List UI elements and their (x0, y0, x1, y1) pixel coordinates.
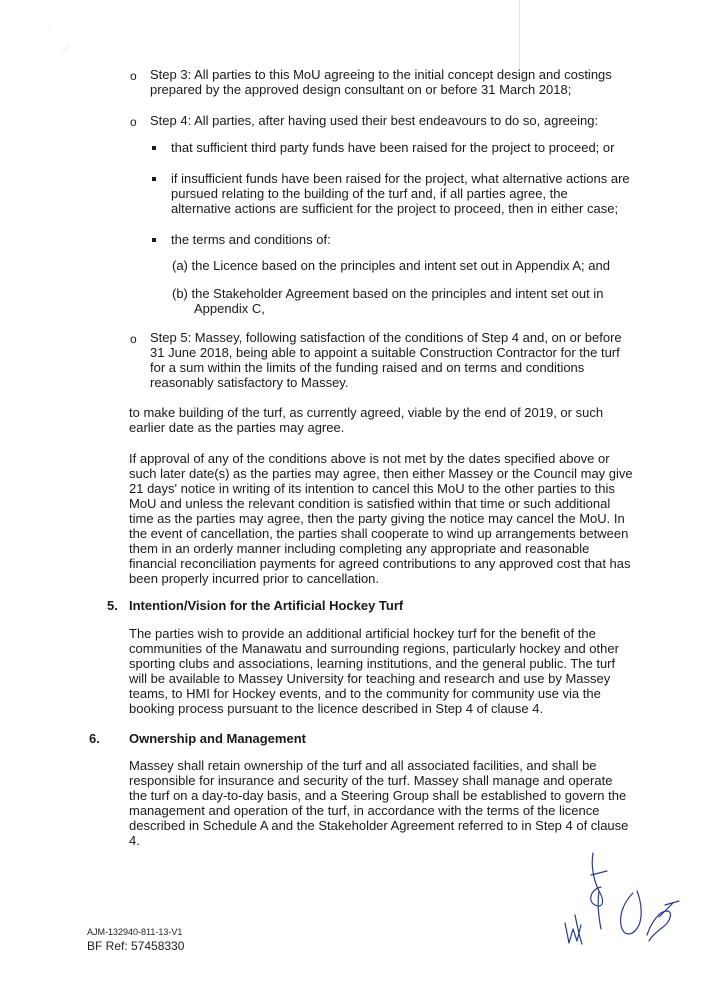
sub-item-a: (a) the Licence based on the principles and intent set out in Appendix A; and (172, 258, 610, 273)
section-5-title: Intention/Vision for the Artificial Hockey Turf (129, 598, 404, 613)
section-6-title: Ownership and Management (129, 731, 306, 746)
scan-speck: · (48, 22, 50, 28)
list-bullet-circle: o (130, 69, 137, 83)
section-5-number: 5. (107, 598, 118, 613)
scan-speck: · ,' (62, 46, 69, 52)
page-edge-line (519, 0, 520, 70)
list-bullet-square (152, 177, 156, 181)
step-4-bullet-1: that sufficient third party funds have been raised for the project to proceed; or (171, 140, 615, 155)
step-4-bullet-2: if insufficient funds have been raised for the project, what alternative actions are pursued relating to the building of the turf and, if all parties agree, the alternative actions are sufficient for the project to proceed, then in either case; (171, 171, 630, 216)
section-6-number: 6. (89, 731, 100, 746)
list-bullet-circle: o (130, 332, 137, 346)
paragraph-approval: If approval of any of the conditions above is not met by the dates specified above or such later date(s) as the parties may agree, then either Massey or the Council may give 21 days' notice in writing of its intention to cancel this MoU to the other parties to this MoU and unless the relevant condition is satisfied within that time or such additional time as the parties may agree, then the party giving the notice may cancel the MoU. In the event of cancellation, the parties shall cooperate to wind up arrangements between them in an orderly manner including completing any appropriate and reasonable financial reconciliation payments for agreed contributions to any approved cost that has been properly incurred prior to cancellation. (129, 451, 633, 586)
list-bullet-square (152, 238, 156, 242)
document-reference: AJM-132940-811-13-V1 (87, 927, 183, 937)
sub-item-b: (b) the Stakeholder Agreement based on the principles and intent set out in Appendix C, (172, 286, 604, 316)
step-3-text: Step 3: All parties to this MoU agreeing to the initial concept design and costings prepared by the approved design consultant on or before 31 March 2018; (150, 67, 612, 97)
list-bullet-square (152, 146, 156, 150)
section-6-body: Massey shall retain ownership of the turf and all associated facilities, and shall be responsible for insurance and security of the turf. Massey shall manage and operate the turf on a day-to-day basis, and a Steering Group shall be established to govern the management and operation of the turf, in accordance with the terms of the licence described in Schedule A and the Stakeholder Agreement referred to in Step 4 of clause 4. (129, 758, 629, 848)
step-4-text: Step 4: All parties, after having used their best endeavours to do so, agreeing: (150, 113, 599, 128)
handwritten-initials-signature (555, 845, 685, 955)
list-bullet-circle: o (130, 115, 137, 129)
section-5-body: The parties wish to provide an additional artificial hockey turf for the benefit of the communities of the Manawatu and surrounding regions, particularly hockey and other sporting clubs and associations, learning institutions, and the general public. The turf will be available to Massey University for teaching and research and use by Massey teams, to HMI for Hockey events, and to the community for community use via the booking process pursuant to the licence described in Step 4 of clause 4. (129, 626, 619, 716)
paragraph-to-make: to make building of the turf, as currently agreed, viable by the end of 2019, or such earlier date as the parties may agree. (129, 405, 604, 435)
step-4-bullet-3: the terms and conditions of: (171, 232, 331, 247)
bf-reference: BF Ref: 57458330 (87, 939, 185, 953)
step-5-text: Step 5: Massey, following satisfaction of the conditions of Step 4 and, on or before 31 June 2018, being able to appoint a suitable Construction Contractor for the turf for a sum within the limits of the funding raised and on terms and conditions reasonably satisfactory to Massey. (150, 330, 622, 390)
